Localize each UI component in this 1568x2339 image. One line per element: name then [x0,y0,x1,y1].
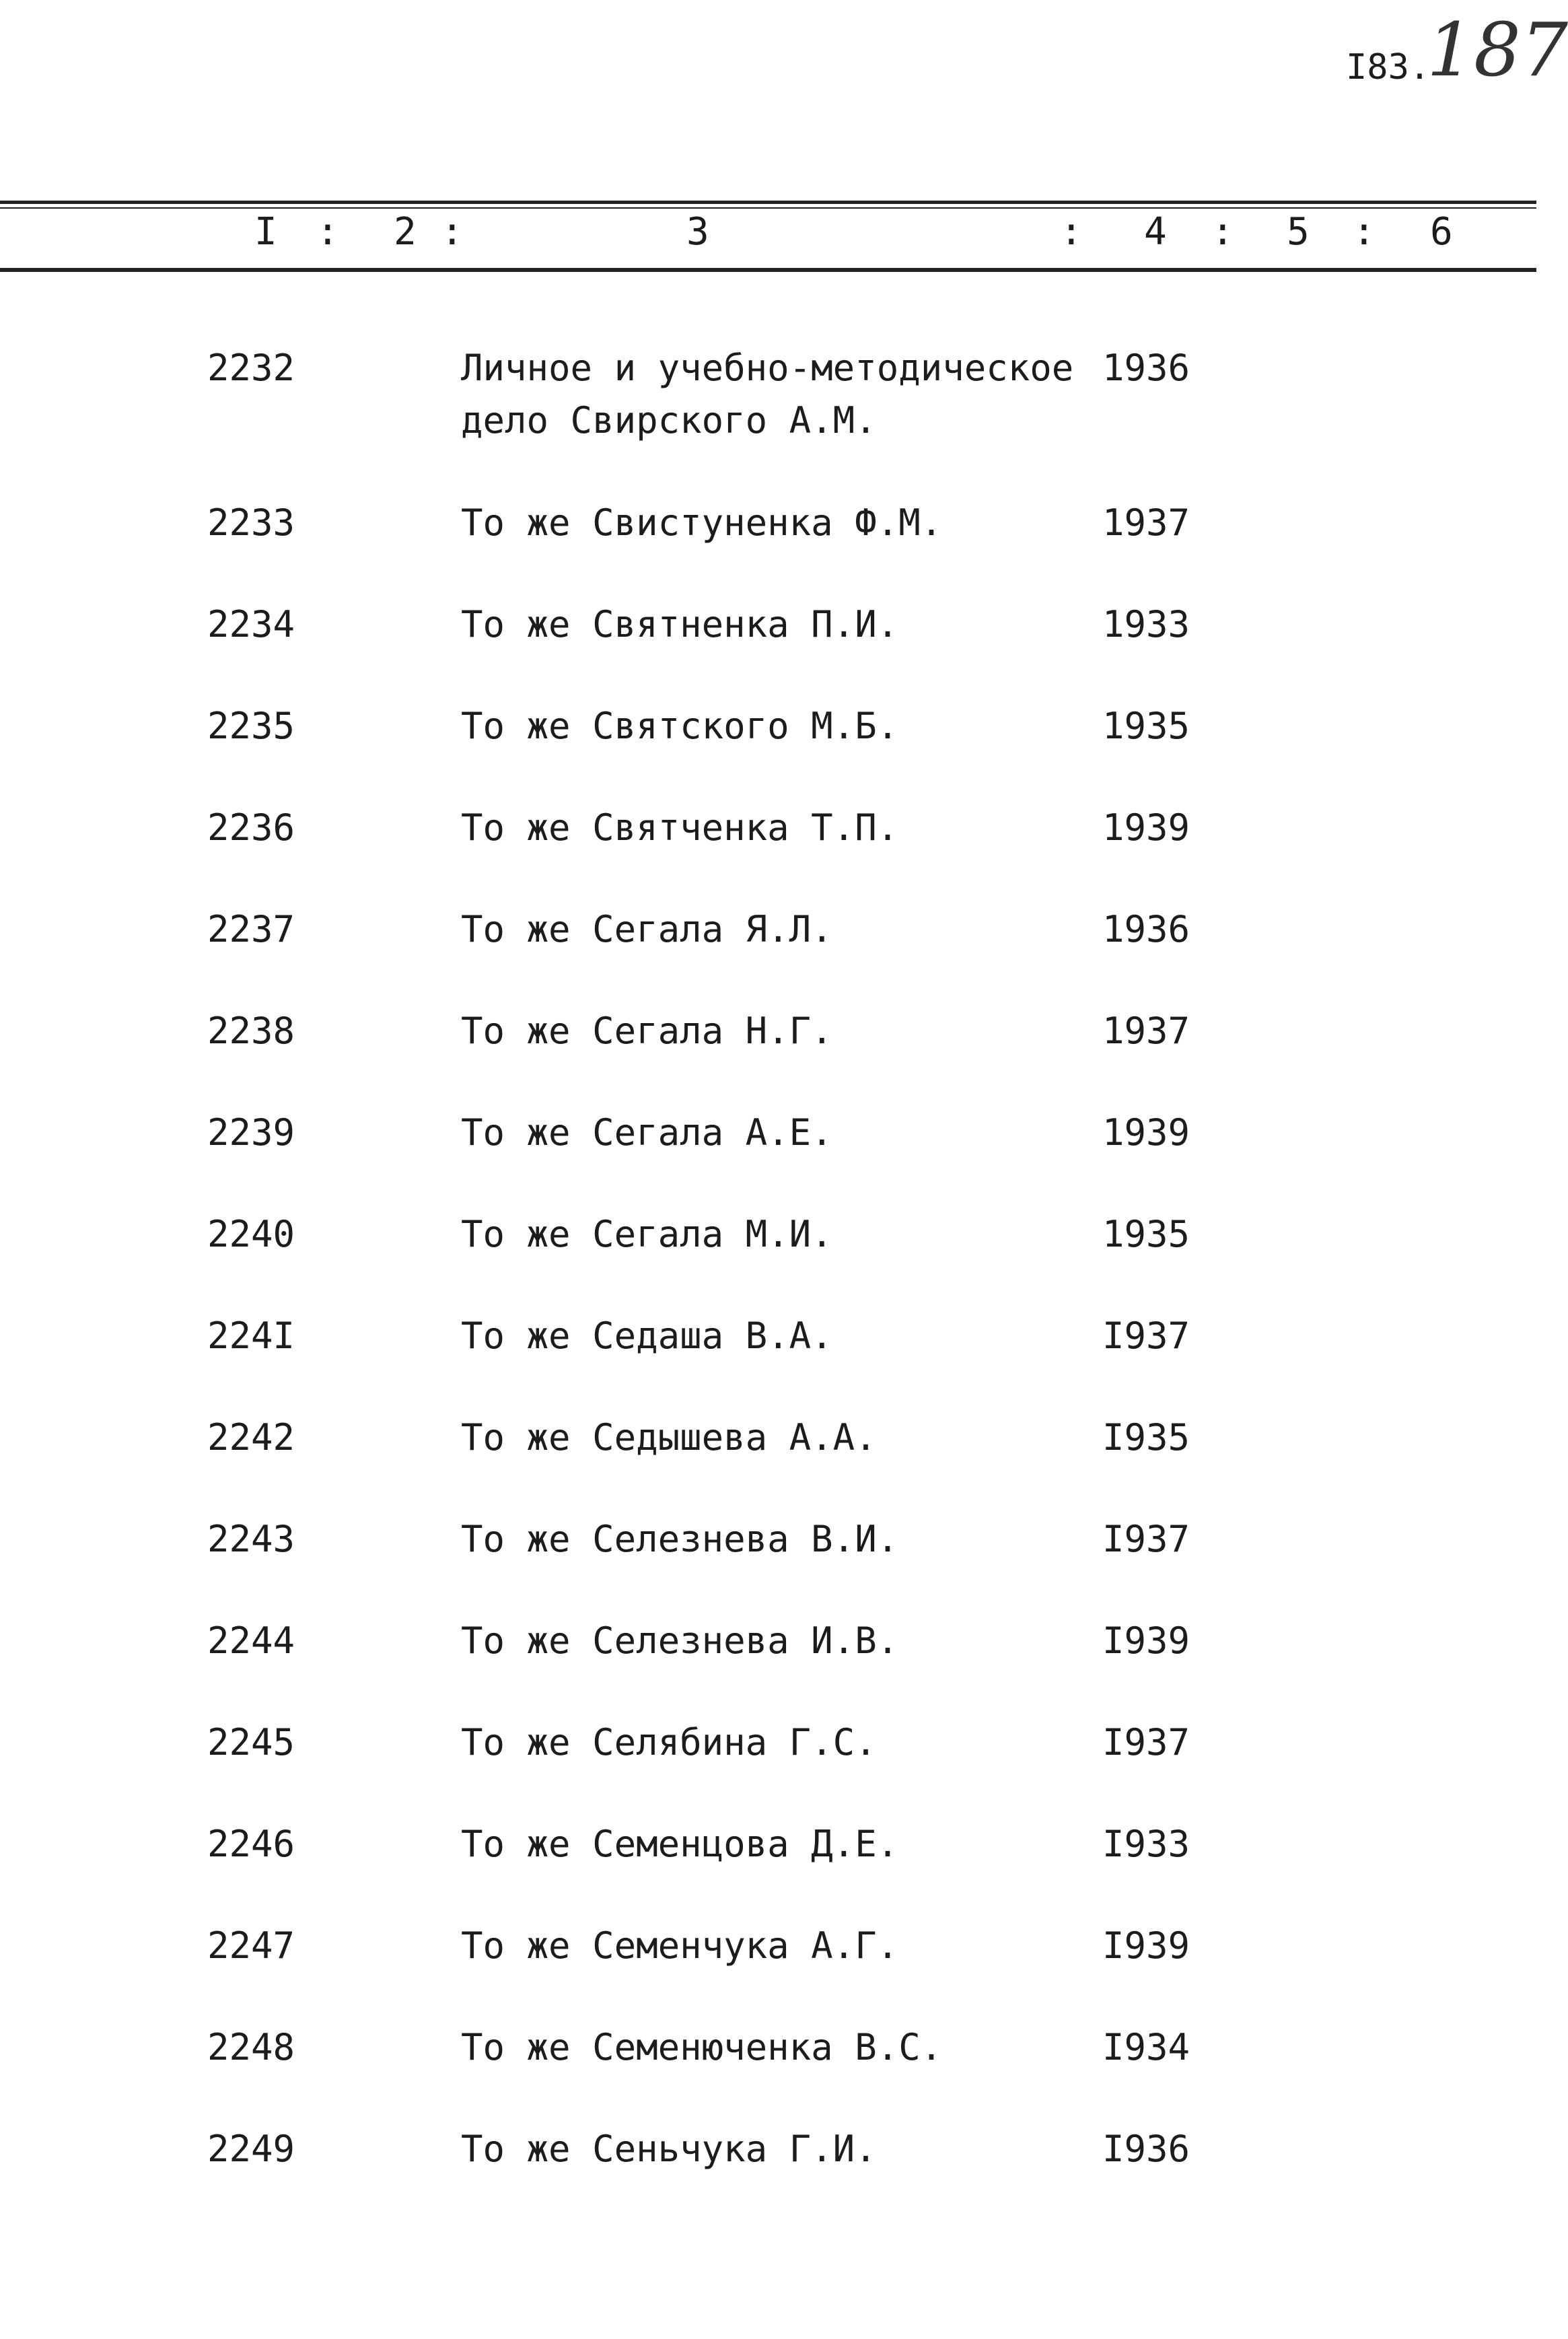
item-title: То же Святченка Т.П. [461,806,899,849]
item-title: То же Семенюченка В.С. [461,2026,943,2068]
column-header-5: 5 [1287,210,1310,254]
item-number: 2245 [207,1721,295,1764]
item-title: То же Сегала Н.Г. [461,1010,833,1052]
item-number: 2233 [207,501,295,544]
item-year: 1937 [1102,501,1190,544]
header-top-rule-secondary [0,207,1536,209]
item-number: 2244 [207,1619,295,1662]
item-title: То же Свистуненка Ф.М. [461,501,943,544]
item-year: 1936 [1102,347,1190,389]
page-number: I83. [1346,47,1431,88]
item-title: Личное и учебно-методическое дело Свирского А.М. [461,347,1074,442]
handwritten-page-number: 187 [1427,7,1568,93]
item-number: 2243 [207,1518,295,1560]
header-bottom-rule [0,268,1536,272]
item-number: 2242 [207,1416,295,1459]
column-header-3: 3 [686,210,709,254]
item-title: То же Селезнева В.И. [461,1518,899,1560]
item-number: 2232 [207,347,295,389]
item-number: 2238 [207,1010,295,1052]
column-header-4: 4 [1144,210,1167,254]
item-title: То же Святского М.Б. [461,705,899,747]
item-number: 2236 [207,806,295,849]
item-number: 2240 [207,1213,295,1255]
item-title: То же Сегала А.Е. [461,1111,833,1154]
item-number: 2249 [207,2128,295,2170]
item-title: То же Седышева А.А. [461,1416,877,1459]
item-year: I933 [1102,1823,1190,1865]
item-title: То же Седаша В.А. [461,1315,833,1357]
item-number: 2234 [207,603,295,645]
item-number: 2235 [207,705,295,747]
column-header-separator: : [1211,210,1234,254]
column-header-separator: : [1060,210,1083,254]
item-year: I934 [1102,2026,1190,2068]
item-number: 2239 [207,1111,295,1154]
item-title: То же Сегала Я.Л. [461,908,833,950]
item-number: 2247 [207,1924,295,1967]
item-year: 1933 [1102,603,1190,645]
item-title: То же Святненка П.И. [461,603,899,645]
item-year: 1935 [1102,705,1190,747]
item-number: 2248 [207,2026,295,2068]
item-year: 1936 [1102,908,1190,950]
item-year: I939 [1102,1924,1190,1967]
column-header-separator: : [316,210,339,254]
item-title: То же Сегала М.И. [461,1213,833,1255]
item-number: 2246 [207,1823,295,1865]
column-header-2: 2 [394,210,417,254]
item-number: 224I [207,1315,295,1357]
item-year: 1939 [1102,806,1190,849]
item-number: 2237 [207,908,295,950]
column-header-separator: : [1353,210,1376,254]
item-year: 1935 [1102,1213,1190,1255]
column-header-6: 6 [1430,210,1453,254]
header-top-rule [0,201,1536,204]
item-title: То же Селезнева И.В. [461,1619,899,1662]
item-year: I937 [1102,1518,1190,1560]
item-title: То же Семенцова Д.Е. [461,1823,899,1865]
item-year: I939 [1102,1619,1190,1662]
item-year: I937 [1102,1315,1190,1357]
item-title: То же Семенчука А.Г. [461,1924,899,1967]
item-title: То же Сеньчука Г.И. [461,2128,877,2170]
item-year: I937 [1102,1721,1190,1764]
item-year: 1939 [1102,1111,1190,1154]
item-title: То же Селябина Г.С. [461,1721,877,1764]
item-year: I936 [1102,2128,1190,2170]
column-header-1: I [254,210,277,254]
column-header-separator: : [441,210,464,254]
item-year: 1937 [1102,1010,1190,1052]
item-year: I935 [1102,1416,1190,1459]
